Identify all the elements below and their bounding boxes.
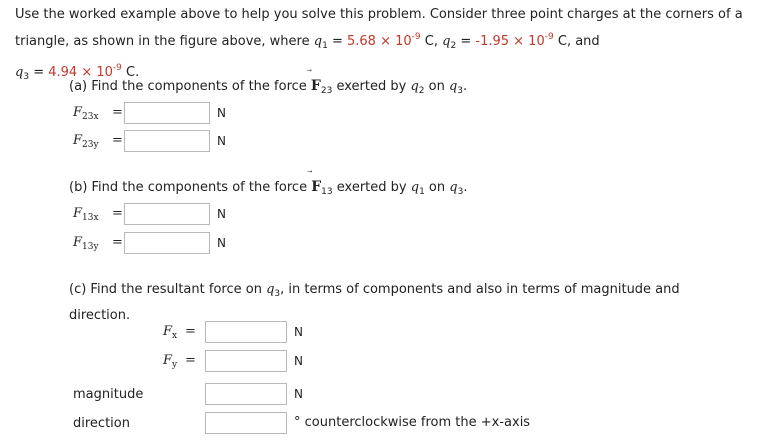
q1-eq: =	[331, 34, 343, 49]
q3-value: $4.94 \times 10^{-9}$	[48, 63, 122, 80]
force-vector-f23: F	[310, 78, 321, 94]
problem-statement: Use the worked example above to help you solve this problem. Consider three point charges at the corners of a triangle, as shown in the figure above, where $q_1 = 5.68 \times 10^{-9}$ C, $q_2 = -1.95 \times 10^{-9}$ C, and $q_3 = 4.94 \times 10^{-9}$ C.	[15, 7, 743, 82]
fx-label: $F_x$	[163, 324, 178, 341]
f23y-input[interactable]	[124, 130, 210, 152]
f23x-label: $F_{23x}$	[73, 105, 99, 122]
f13y-label: $F_{13y}$	[73, 235, 99, 252]
magnitude-unit: N	[294, 387, 303, 401]
f23y-label: $F_{23y}$	[73, 133, 99, 150]
fy-eq: =	[185, 353, 196, 368]
fy-label: $F_y$	[163, 353, 178, 370]
degree-icon: °	[294, 415, 301, 430]
fx-input[interactable]	[205, 321, 287, 343]
f13x-input[interactable]	[124, 203, 210, 225]
part-a-prompt: (a) Find the components of the force $F_{23}$ exerted by $q_2$ on $q_3$.	[69, 78, 468, 96]
q2-label: q	[442, 34, 451, 49]
q3-unit: C	[126, 65, 136, 80]
direction-unit: ° counterclockwise from the +x-axis	[294, 415, 531, 430]
q1-unit: C	[424, 34, 434, 49]
f23x-input[interactable]	[124, 102, 210, 124]
f23y-unit: N	[217, 134, 226, 148]
fx-eq: =	[185, 324, 196, 339]
f13x-row	[73, 203, 243, 225]
fx-unit: N	[294, 325, 303, 339]
q1-value: $5.68 \times 10^{-9}$	[346, 32, 421, 49]
part-b-prompt: (b) Find the components of the force $F_{13}$ exerted by $q_1$ on $q_3$.	[69, 179, 468, 197]
f13x-label: $F_{13x}$	[73, 206, 99, 223]
q2-eq: =	[460, 34, 472, 49]
and-text: and	[575, 34, 600, 49]
f13x-eq: =	[112, 206, 123, 221]
f13y-unit: N	[217, 236, 226, 250]
fy-input[interactable]	[205, 350, 287, 372]
magnitude-label: magnitude	[73, 387, 144, 402]
f23x-unit: N	[217, 106, 226, 120]
q2-unit: C	[557, 34, 567, 49]
fy-row	[163, 350, 343, 372]
problem-intro: Use the worked example above to help you solve this problem. Consider three point charges at the corners of a triangle, as shown in the figure above, where	[15, 7, 743, 49]
f23x-eq: =	[112, 105, 123, 120]
q1-label: q	[313, 34, 323, 49]
f13y-eq: =	[112, 235, 123, 250]
q1-sub: 1	[322, 41, 328, 51]
q3-label: q	[15, 65, 24, 80]
f23y-eq: =	[112, 133, 123, 148]
fy-unit: N	[294, 354, 303, 368]
fx-row	[163, 321, 343, 343]
f13y-row	[73, 232, 243, 254]
part-c-prompt: (c) Find the resultant force on $q_3$, in terms of components and also in terms of magnitude and direction.	[69, 282, 680, 323]
f23x-row	[73, 102, 243, 124]
q3-sub: 3	[23, 72, 30, 82]
direction-input[interactable]	[205, 412, 287, 434]
f23y-row	[73, 130, 243, 152]
f13x-unit: N	[217, 207, 226, 221]
magnitude-input[interactable]	[205, 383, 287, 405]
q2-value: $-1.95 \times 10^{-9}$	[475, 32, 554, 49]
q2-sub: 2	[450, 41, 457, 51]
force-vector-f13: F	[311, 179, 322, 195]
q3-eq: =	[33, 65, 45, 80]
direction-label: direction	[73, 416, 130, 431]
f13y-input[interactable]	[124, 232, 210, 254]
